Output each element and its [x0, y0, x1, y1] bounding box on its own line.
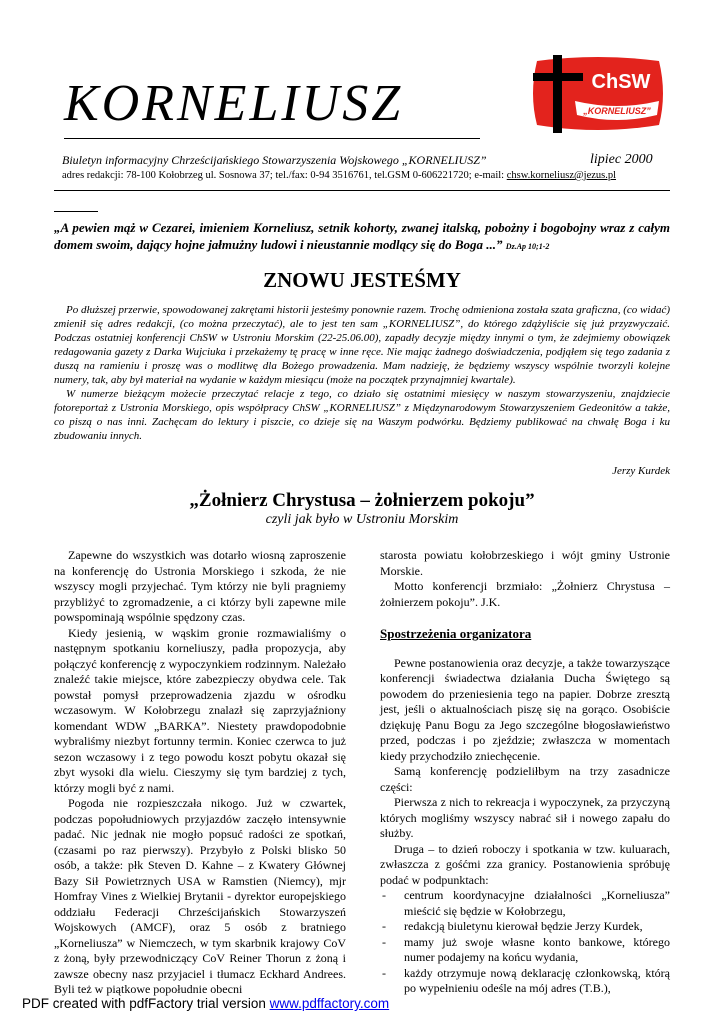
motto-paragraph: Motto konferencji brzmiało: „Żołnierz Chrystusa – żołnierzem pokoju”. J.K. [380, 579, 670, 609]
editorial-address [62, 170, 616, 181]
author-signature: Jerzy Kurdek [612, 465, 670, 477]
left-column [54, 548, 346, 998]
section-heading: Spostrzeżenia organizatora [380, 626, 532, 641]
logo-cross-horizontal [533, 73, 583, 81]
list-item [380, 935, 670, 966]
footer-text: PDF created with pdfFactory trial version [22, 996, 270, 1011]
quote-reference: Dz.Ap 10;1-2 [505, 242, 550, 251]
body-paragraph: Pierwsza z nich to rekreacja i wypoczynek, za przyczyną których mogliśmy wszyscy nabrać sił i nowego zapału do służby. [380, 795, 670, 840]
article-heading-znowu: ZNOWU JESTEŚMY [263, 268, 461, 292]
pdffactory-link[interactable]: www.pdffactory.com [269, 996, 390, 1011]
chsw-logo [527, 55, 669, 133]
list-item-text: każdy otrzymuje nową deklarację członkowską, którą po wypełnieniu odeśle na mój adres (T.B.), [404, 965, 670, 995]
body-paragraph: Pewne postanowienia oraz decyzje, a także towarzyszące konferencji świadectwa działania Ducha Świętego są powodem do przeniesienia tego na papier. Dobrze zresztą jest, jeśli o aktualnościach piszę się na gorąco. Osobiście dziękuję Panu Bogu za Jego szczególne błogosławieństwo przed, podczas i po zjeździe; zwłaszcza w momentach kiedy przychodziło zniechęcenie. [380, 655, 670, 763]
title-underline [64, 138, 480, 139]
issue-date: lipiec 2000 [590, 152, 653, 167]
list-item [380, 888, 670, 919]
list-marker: - [382, 888, 386, 902]
bulletin-subtitle: Biuletyn informacyjny Chrześcijańskiego Stowarzyszenia Wojskowego „KORNELIUSZ” [62, 153, 487, 167]
body-paragraph: Druga – to dzień roboczy i spotkania w tzw. kuluarach, zwłaszcza z gośćmi zza granicy. Postanowienia spróbuję podać w podpunktach: [380, 841, 670, 887]
list-item-text: centrum koordynacyjne działalności „Korneliusza” mieścić się będzie w Kołobrzegu, [404, 888, 670, 918]
intro-article [54, 303, 670, 443]
logo-bottom-text: „KORNELIUSZ” [583, 106, 651, 116]
quote-text: „A pewien mąż w Cezarei, imieniem Korneliusz, setnik kohorty, zwanej italską, pobożny i bogobojny wraz z całym domem swoim, dający hojne jałmużny ludowi i nieustannie modlący się do Boga ...” [54, 220, 670, 252]
intro-paragraph: W numerze bieżącym możecie przeczytać relacje z tego, co działo się ostatnimi miesięcy w naszym stowarzyszeniu, znajdziecie fotoreportaż z Ustronia Morskiego, opis współpracy ChSW „KORNELIUSZ” z Międzynarodowym Stowarzyszeniem Gedeonitów a także, co piszą o nas inni. Zachęcam do lektury i piszcie, co dzieje się na Waszym podwórku. Będziemy publikować na chwałę Boga i ku zbudowaniu innych. [54, 388, 670, 442]
list-item [380, 966, 670, 997]
pdf-footer [22, 996, 389, 1011]
short-divider [54, 211, 98, 212]
logo-top-text: ChSW [591, 71, 651, 93]
list-marker: - [382, 919, 386, 933]
address-text: adres redakcji: 78-100 Kołobrzeg ul. Sosnowa 37; tel./fax: 0-94 3516761, tel.GSM 0-606221720; e-mail: [62, 170, 507, 181]
scripture-quote [54, 219, 670, 255]
body-paragraph: Kiedy jesienią, w wąskim gronie rozmawialiśmy o następnym spotkaniu korneliuszy, padła propozycja, aby połączyć konferencję z wypoczynkiem rodzinnym. Należało znaleźć takie miejsce, które zabezpieczy obydwa cele. Tak powstał pomysł przeprowadzenia zjazdu w ośrodku wczasowym. W Kołobrzegu znalazł się zaprzyjaźniony komendant WDW „BARKA”. Niestety prawdopodobnie wybraliśmy niezbyt fortunny termin. Koniec czerwca to już sezon wczasowy i z tego powodu koszt pobytu okazał się zbyt wysoki dla wielu. Cieszymy się tym bardziej z tych, którzy mogli być z nami. [54, 625, 346, 795]
intro-paragraph: Po dłuższej przerwie, spowodowanej zakrętami historii jesteśmy ponownie razem. Trochę odmieniona została szata graficzna, (co widać) zmienił się adres redakcji, (co można przeczytać), ale to jest ten sam „KORNELIUSZ”, do którego zdążyliście się już przyzwyczaić. Podczas ostatniej konferencji ChSW w Ustroniu Morskim (22-25.06.00), zapadły decyzje między innymi o tym, że zdejmiemy obowiązek redagowania gazety z Darka Wujciuka i przekażemy tę pracę w inne ręce. Nie mając żadnego doświadczenia, podjąłem się tego zadania z duszą na ramieniu i proszę was o modlitwę dla Bożego prowadzenia. Mam nadzieję, że będziemy wszyscy wspólnie tworzyli kolejne numery, tak, aby był materiał na wydanie w każdym miesiącu (może na początek przynajmniej kwartale). [54, 304, 670, 386]
article-subheading: czyli jak było w Ustroniu Morskim [265, 512, 459, 527]
body-paragraph: Pogoda nie rozpieszczała nikogo. Już w czwartek, podczas popołudniowych przyjazdów zaczęło intensywnie padać. Nic jednak nie mogło popsuć radości ze spotkań, (czasami po raz pierwszy). Przybyło z Polski blisko 50 osób, a także: płk Steven D. Kahne – z Kwatery Głównej Bazy Sił Powietrznych USA w Ramstien (Niemcy), mjr Homfray Vines z Wielkiej Brytanii - dyrektor europejskiego oddziału Federacji Chrześcijańskich Stowarzyszeń Wojskowych (AMCF), oraz 5 osób z bratniego „Korneliusza” w Niemczech, w tym skarbnik krajowy CoV z żoną, były przewodniczący CoV Reiner Thorun z żoną i zawsze obecny nasz przyjaciel i tłumacz Eckhard Andrees. Byli też w piątkowe popołudnie obecni [54, 796, 346, 996]
header-divider [54, 190, 670, 191]
bulletin-title: KORNELIUSZ [64, 75, 404, 132]
logo-cross-vertical [553, 55, 562, 133]
list-marker: - [382, 965, 386, 980]
article-heading-zolnierz: „Żołnierz Chrystusa – żołnierzem pokoju” [189, 490, 535, 511]
body-paragraph: Zapewne do wszystkich was dotarło wiosną zaproszenie na konferencję do Ustronia Morskiego i szkoda, że nie wszyscy mogli przyjechać. Tym którzy nie byli pragniemy przybliżyć to zgromadzenie, a ci którzy byli zapewne mile powspominają wspólnie spędzony czas. [54, 548, 346, 624]
right-column [380, 548, 670, 997]
email-link[interactable]: chsw.korneliusz@jezus.pl [506, 170, 617, 181]
list-marker: - [382, 934, 386, 949]
list-item [380, 919, 670, 935]
body-paragraph: starosta powiatu kołobrzeskiego i wójt gminy Ustronie Morskie. [380, 548, 670, 578]
list-item-text: redakcją biuletynu kierował będzie Jerzy Kurdek, [404, 919, 643, 933]
decisions-list [380, 888, 670, 997]
body-paragraph: Samą konferencję podzieliłbym na trzy zasadnicze części: [380, 764, 670, 794]
list-item-text: mamy już swoje własne konto bankowe, którego numer podajemy na końcu wydania, [404, 934, 670, 964]
